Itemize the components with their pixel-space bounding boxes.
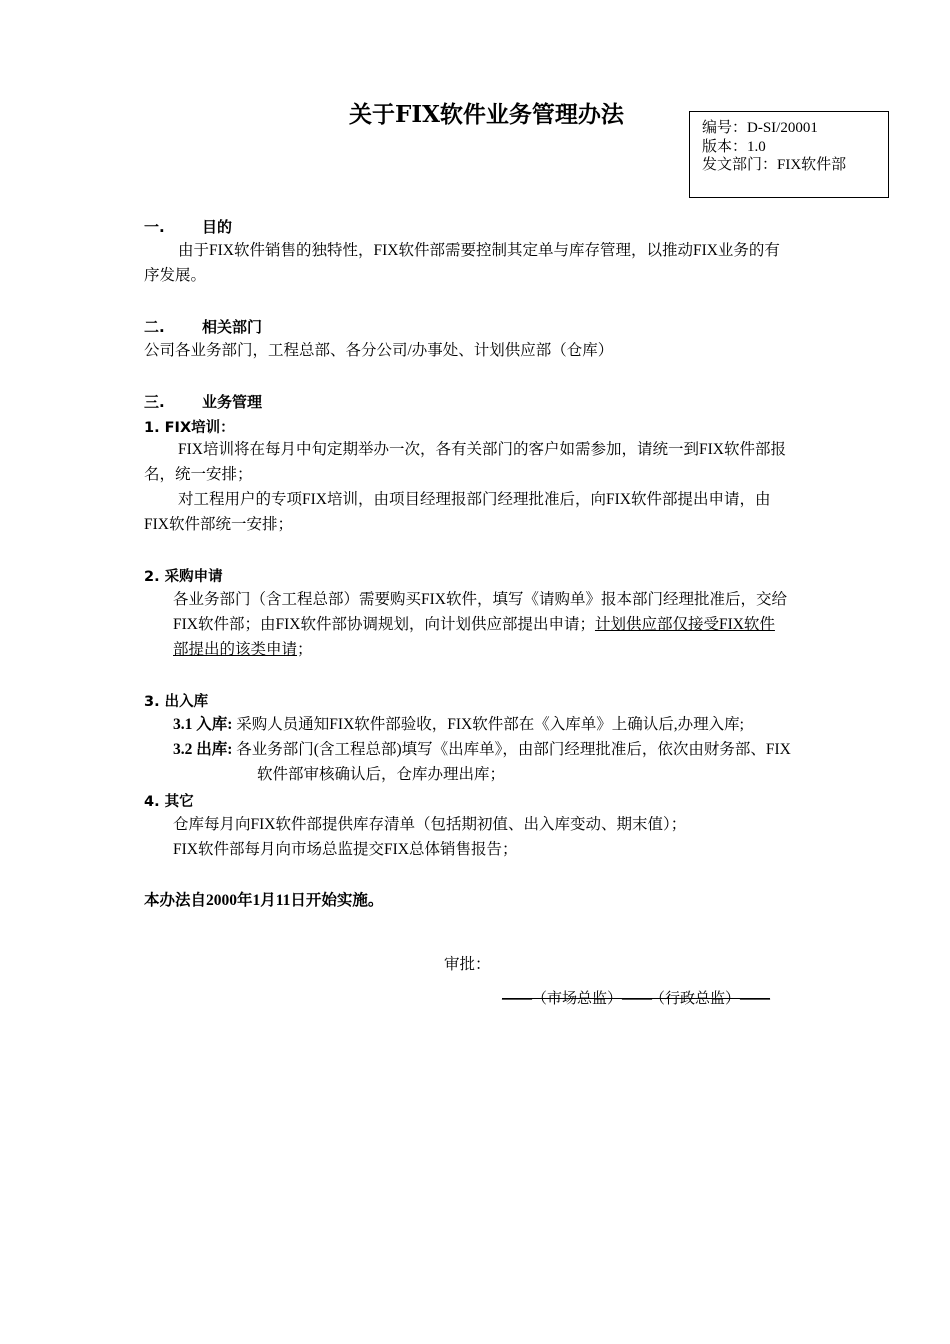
section-2-number: 二. xyxy=(144,318,165,336)
purchase-heading: 2. 采购申请 xyxy=(144,569,223,585)
training-p1-line2: 名，统一安排； xyxy=(144,466,253,483)
approval-signer-market: ——（市场总监）—— xyxy=(502,991,653,1007)
section-1-text-line1: 由于FIX软件销售的独特性，FIX软件部需要控制其定单与库存管理，以推动FIX业务的有 xyxy=(178,242,780,259)
other-line2: FIX软件部每月向市场总监提交FIX总体销售报告； xyxy=(173,841,518,858)
doc-number: 编号：D-SI/20001 xyxy=(702,120,818,136)
stock-in-text: 采购人员通知FIX软件部验收，FIX软件部在《入库单》上确认后,办理入库; xyxy=(236,716,744,733)
section-3-heading xyxy=(144,391,262,412)
stock-out-label: 3.2 出库: xyxy=(173,741,233,758)
stock-in-label: 3.1 入库: xyxy=(173,716,233,733)
approval-label: 审批： xyxy=(444,956,491,973)
training-heading: 1. FIX培训： xyxy=(144,420,235,436)
section-1-heading xyxy=(144,216,232,237)
section-1-number: 一. xyxy=(144,218,165,236)
purchase-line3 xyxy=(173,637,313,662)
training-p1-line1: FIX培训将在每月中旬定期举办一次，各有关部门的客户如需参加，请统一到FIX软件部报 xyxy=(178,441,786,458)
section-3-number: 三. xyxy=(144,393,165,411)
other-line1: 仓库每月向FIX软件部提供库存清单（包括期初值、出入库变动、期末值）； xyxy=(173,816,687,833)
purchase-line2 xyxy=(173,612,775,637)
purchase-line2-plain: FIX软件部；由FIX软件部协调规划，向计划供应部提出申请； xyxy=(173,616,595,633)
approval-signer-admin: （行政总监）—— xyxy=(650,991,771,1007)
purchase-line3-underlined: 部提出的该类申请 xyxy=(173,641,298,658)
doc-issuer: 发文部门：FIX软件部 xyxy=(702,157,847,173)
document-info-box xyxy=(689,111,889,198)
training-p2-line2: FIX软件部统一安排； xyxy=(144,516,293,533)
stock-out-text1: 各业务部门(含工程总部)填写《出库单》，由部门经理批准后，依次由财务部、FIX xyxy=(236,741,791,758)
section-1-text-line2: 序发展。 xyxy=(144,267,207,284)
doc-version: 版本：1.0 xyxy=(702,138,766,155)
purchase-line1: 各业务部门（含工程总部）需要购买FIX软件，填写《请购单》报本部门经理批准后，交给 xyxy=(173,591,787,608)
section-2-title: 相关部门 xyxy=(202,318,263,336)
section-3-title: 业务管理 xyxy=(202,393,263,411)
stock-out-text2: 软件部审核确认后，仓库办理出库； xyxy=(257,766,506,783)
stock-in-line xyxy=(173,712,744,737)
approval-signer-admin-title: （行政总监） xyxy=(650,991,741,1007)
other-heading: 4. 其它 xyxy=(144,794,194,810)
section-1-title: 目的 xyxy=(202,218,233,236)
purchase-line3-end: ； xyxy=(297,641,313,658)
training-p2-line1: 对工程用户的专项FIX培训，由项目经理报部门经理批准后，向FIX软件部提出申请，由 xyxy=(178,491,771,508)
inout-heading: 3. 出入库 xyxy=(144,694,209,710)
stock-out-line xyxy=(173,737,791,762)
section-2-heading xyxy=(144,316,262,337)
approval-signer-market-title: （市场总监） xyxy=(532,991,623,1007)
section-2-text: 公司各业务部门，工程总部、各分公司/办事处、计划供应部（仓库） xyxy=(144,342,614,359)
effective-date: 本办法自2000年1月11日开始实施。 xyxy=(144,892,384,909)
purchase-line2-underlined: 计划供应部仅接受FIX软件 xyxy=(594,616,775,633)
document-title: 关于FIX软件业务管理办法 xyxy=(349,101,624,128)
